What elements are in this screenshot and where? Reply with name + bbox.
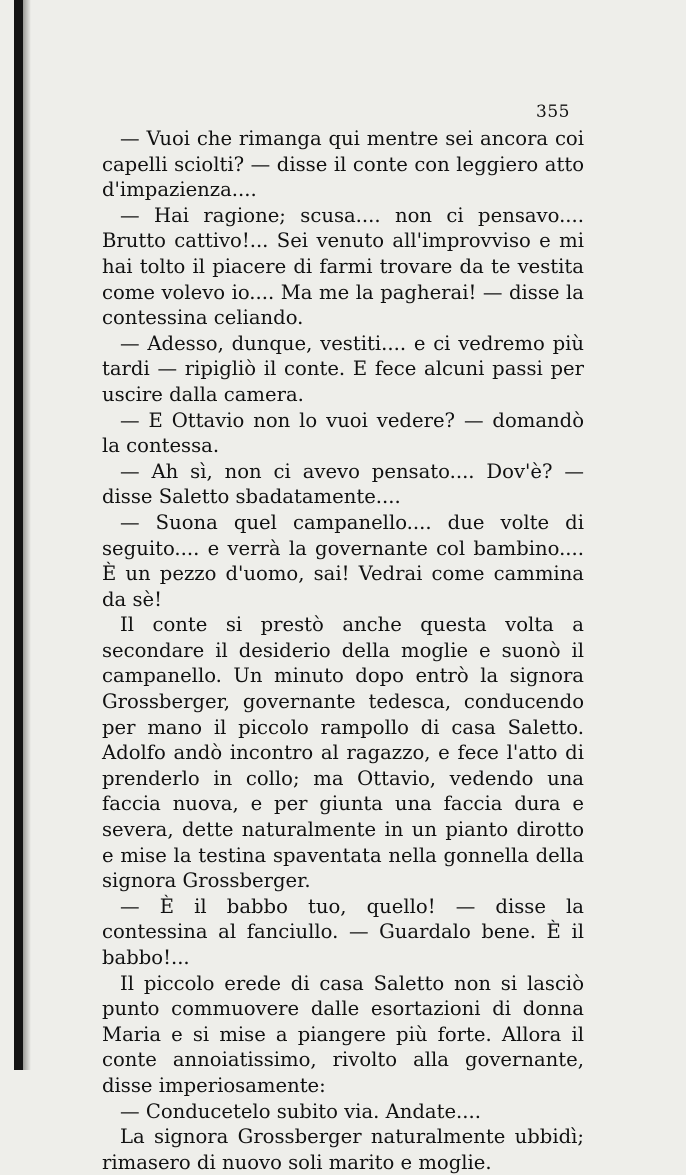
paragraph: Il conte si prestò anche questa volta a secondare il desiderio della moglie e suonò il campanello. Un minuto dopo entrò la signora Grossberger, governante tedesca, conducendo per mano il piccolo rampollo di casa Saletto. Adolfo andò incontro al ragazzo, e fece l'atto di prenderlo in collo; ma Ottavio, vedendo una faccia nuova, e per giunta una faccia dura e severa, dette naturalmente in un pianto dirotto e mise la testina spaventata nella gonnella della signora Grossberger.	[102, 613, 584, 893]
page-number: 355	[536, 102, 570, 122]
paragraph: — Ah sì, non ci avevo pensato.... Dov'è? — disse Saletto sbadatamente....	[102, 459, 584, 509]
paragraph: — Adesso, dunque, vestiti.... e ci vedremo più tardi — ripigliò il conte. E fece alcuni passi per uscire dalla camera.	[102, 331, 584, 406]
paragraph: — E Ottavio non lo vuoi vedere? — domandò la contessa.	[102, 408, 584, 458]
paragraph: — Vuoi che rimanga qui mentre sei ancora coi capelli sciolti? — disse il conte con leggiero atto d'impazienza....	[102, 127, 584, 202]
page-text	[102, 126, 584, 1175]
paragraph: La signora Grossberger naturalmente ubbidì; rimasero di nuovo soli marito e moglie.	[102, 1125, 584, 1174]
page-binding-shadow	[23, 0, 31, 1070]
paragraph: Il piccolo erede di casa Saletto non si lasciò punto commuovere dalle esortazioni di donna Maria e si mise a piangere più forte. Allora il conte annoiatissimo, rivolto alla governante, disse imperiosamente:	[102, 971, 584, 1097]
paragraph: — Conducetelo subito via. Andate....	[120, 1099, 481, 1123]
paragraph: — Suona quel campanello.... due volte di seguito.... e verrà la governante col bambino.... È un pezzo d'uomo, sai! Vedrai come cammina da sè!	[102, 510, 584, 611]
page-binding-edge	[14, 0, 23, 1070]
paragraph: — Hai ragione; scusa.... non ci pensavo.... Brutto cattivo!... Sei venuto all'improvviso e mi hai tolto il piacere di farmi trovare da te vestita come volevo io.... Ma me la pagherai! — disse la contessina celiando.	[102, 203, 584, 330]
paragraph: — È il babbo tuo, quello! — disse la contessina al fanciullo. — Guardalo bene. È il babbo!...	[102, 894, 584, 969]
